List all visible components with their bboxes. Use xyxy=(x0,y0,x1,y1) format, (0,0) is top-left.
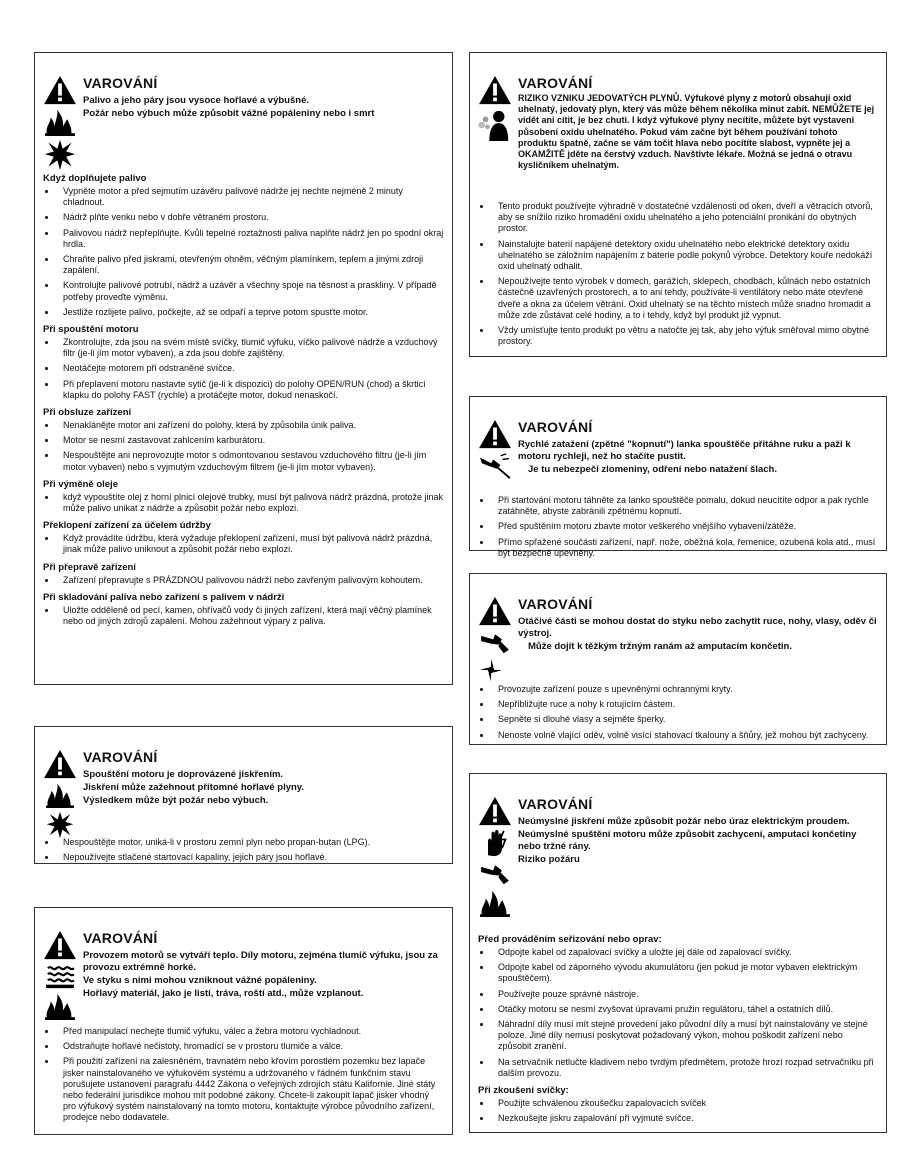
warning-headline: Riziko požáru xyxy=(518,854,580,865)
explosion-icon xyxy=(43,139,77,171)
list-item: • Otáčky motoru se nesmí zvyšovat úpravami pružin regulátoru, táhel a ostatních dílů. xyxy=(492,1004,878,1015)
section-title: Když doplňujete palivo xyxy=(43,173,147,184)
list-item: • Nespouštějte ani neprovozujte motor s odmontovanou sestavou vzduchového filtru (je-li jím motor vybaven) nebo s vyjmutým vzduchovým filtrem (je-li jím motor vybaven). xyxy=(57,450,444,472)
list-item: • Nespouštějte motor, uniká-li v prostoru zemní plyn nebo propan-butan (LPG). xyxy=(57,837,444,848)
warning-header xyxy=(478,419,878,495)
fire-icon xyxy=(43,108,77,136)
warning-triangle-icon xyxy=(478,596,512,626)
warning-headline: Palivo a jeho páry jsou vysoce hořlavé a výbušné. xyxy=(83,95,309,106)
bullet-list xyxy=(43,1026,444,1124)
warning-headline: Hořlavý materiál, jako je listí, tráva, roští atd., může vzplanout. xyxy=(83,988,364,999)
hand-entanglement-icon xyxy=(478,629,512,655)
list-item: • Sepněte si dlouhé vlasy a sejměte šperky. xyxy=(492,714,878,725)
warning-header xyxy=(43,75,444,167)
list-item: • Nainstalujte baterií napájené detektory oxidu uhelnatého nebo elektrické detektory oxidu uhelnatého se záložním napájením z baterie podle pokynů výrobce. Detektory kouře nedokáží oxid uhelnatý odhalit. xyxy=(492,239,878,273)
electric-shock-icon xyxy=(478,829,512,857)
list-item: • Provozujte zařízení pouze s upevněnými ochrannými kryty. xyxy=(492,684,878,695)
list-item: • Když provádíte údržbu, která vyžaduje překlopení zařízení, musí být palivová nádrž prázdná, jinak může palivo uniknout a způsobit požár nebo explozi. xyxy=(57,533,444,555)
warning-headline: Jiskření může zažehnout přítomné hořlavé plyny. xyxy=(83,782,305,793)
warning-triangle-icon xyxy=(478,75,512,105)
warning-triangle-icon xyxy=(43,749,77,779)
warning-box-heat xyxy=(34,907,453,1135)
list-item: • Odpojte kabel od záporného vývodu akumulátoru (jen pokud je motor vybaven elektrickým spouštěčem). xyxy=(492,962,878,984)
warning-triangle-icon xyxy=(478,419,512,449)
warning-headline: Neúmyslné jiskření může způsobit požár nebo úraz elektrickým proudem. xyxy=(518,816,850,827)
section-title: Při přepravě zařízení xyxy=(43,561,136,573)
list-item: • Při startování motoru táhněte za lanko spouštěče pomalu, dokud neucítíte odpor a pak rychle zatáhněte, abyste zabránili zpětnému kopnutí. xyxy=(492,495,878,517)
bullet-list xyxy=(478,684,878,741)
bullet-list xyxy=(478,1098,878,1124)
list-item: • Neotáčejte motorem při odstraněné svíčce. xyxy=(57,363,444,374)
warning-title: VAROVÁNÍ xyxy=(518,796,593,812)
bullet-list xyxy=(43,575,444,586)
warning-header xyxy=(43,930,444,1026)
list-item: • Zařízení přepravujte s PRÁZDNOU palivovou nádrží nebo zavřeným palivovým kohoutem. xyxy=(57,575,444,586)
warning-triangle-icon xyxy=(43,930,77,960)
bullet-list xyxy=(43,605,444,627)
list-item: • Kontrolujte palivové potrubí, nádrž a uzávěr a všechny spoje na těsnost a praskliny. V případě potřeby proveďte výměnu. xyxy=(57,280,444,302)
list-item: • Vypněte motor a před sejmutím uzávěru palivové nádrže jej nechte nejméně 2 minuty chladnout. xyxy=(57,186,444,208)
list-item: • Tento produkt používejte výhradně v dostatečné vzdálenosti od oken, dveří a větracích otvorů, aby se snížilo riziko hromadění oxidu uhelnatého a jeho potenciální pronikání do obytných prostor. xyxy=(492,201,878,235)
bullet-list xyxy=(43,533,444,555)
section-title: Při zkoušení svíčky: xyxy=(478,1085,569,1097)
warning-headline: Výsledkem může být požár nebo výbuch. xyxy=(83,795,269,806)
warning-box-carbon-monoxide xyxy=(469,52,887,357)
list-item: • Jestliže rozlijete palivo, počkejte, až se odpaří a teprve potom spusťte motor. xyxy=(57,307,444,318)
list-item: • Při použití zařízení na zalesněném, travnatém nebo křovím porostlém pozemku bez lapače jisker nainstalovaného ve výfukovém systému a udržovaného v řádném funkčním stavu porušujete ustanovení paragrafu 4442 Zákona o veřejných zdrojích státu Kalifornie. Jiné státy nebo federální jurisdikce mohou mít podobné zákony. Chcete-li zakoupit lapač jisker vhodný pro výfukový systém nainstalovaný na tomto motoru, kontaktujte výrobce původního zařízení, prodejce nebo dodavatele. xyxy=(57,1056,444,1123)
list-item: • Použijte schválenou zkoušečku zapalovacích svíček xyxy=(492,1098,878,1109)
rotating-blade-icon xyxy=(478,658,504,682)
warning-box-rotating-parts xyxy=(469,573,887,745)
hand-entanglement-icon xyxy=(478,860,512,886)
warning-title: VAROVÁNÍ xyxy=(518,75,593,91)
list-item: • Nezkoušejte jiskru zapalování při vyjmuté svíčce. xyxy=(492,1113,878,1124)
list-item: • Nepoužívejte tento výrobek v domech, garážích, sklepech, chodbách, kůlnách nebo ostatních částečně uzavřených prostorech, a to ani tehdy, používáte-li ventilátory nebo máte otevřené dveře a okna za účelem větrání. Oxid uhelnatý se na těchto místech může snadno hromadit a může zde zůstávat celé hodiny, a to i tehdy, když byl produkt již vypnut. xyxy=(492,276,878,321)
bullet-list xyxy=(478,947,878,1079)
section-title: Při spouštění motoru xyxy=(43,324,139,336)
list-item: • Odstraňujte hořlavé nečistoty, hromadící se v prostoru tlumiče a válce. xyxy=(57,1041,444,1052)
warning-headline: Otáčivé části se mohou dostat do styku nebo zachytit ruce, nohy, vlasy, oděv či výstroj. xyxy=(518,616,877,639)
warning-header xyxy=(478,75,878,195)
bullet-list xyxy=(43,186,444,318)
list-item: • Nepřibližujte ruce a nohy k rotujícím částem. xyxy=(492,699,878,710)
warning-title: VAROVÁNÍ xyxy=(518,596,593,612)
warning-headline: Ve styku s nimi mohou vzniknout vážné popáleniny. xyxy=(83,975,317,986)
bullet-list xyxy=(43,420,444,473)
warning-headline: RIZIKO VZNIKU JEDOVATÝCH PLYNŮ. Výfukové plyny z motorů obsahují oxid uhelnatý, jedovatý plyn, který vás může během několika minut zabít. NEMŮŽETE jej vidět ani cítit, je bez chuti. I když výfukové plyny necítíte, můžete být vystaveni působení oxidu uhelnatého. Pokud vám začne být během používání tohoto produktu špatně, začne se vám točit hlava nebo pocítíte slabost, vypněte jej a OKAMŽITĚ jděte na čerstvý vzduch. Navštivte lékaře. Možná se jedná o otravu kysličníkem uhelnatým. xyxy=(518,93,875,171)
list-item: • Nádrž plňte venku nebo v dobře větraném prostoru. xyxy=(57,212,444,223)
section-title: Při výměně oleje xyxy=(43,478,118,490)
warning-header xyxy=(478,596,878,684)
bullet-list xyxy=(43,837,444,863)
list-item: • Nenaklánějte motor ani zařízení do polohy, která by způsobila únik paliva. xyxy=(57,420,444,431)
list-item: • Při přeplavení motoru nastavte sytič (je-li k dispozici) do polohy OPEN/RUN (chod) a škrticí klapku do polohy FAST (rychle) a protáčejte motor, dokud nenaskočí. xyxy=(57,379,444,401)
warning-triangle-icon xyxy=(478,796,512,826)
warning-title: VAROVÁNÍ xyxy=(83,930,158,946)
warning-triangle-icon xyxy=(43,75,77,105)
warning-headline: Provozem motorů se vytváří teplo. Díly motoru, zejména tlumič výfuku, jsou za provozu extrémně horké. xyxy=(83,950,438,973)
fire-icon xyxy=(43,782,77,808)
list-item: • Náhradní díly musí mít stejné provedení jako původní díly a musí být nainstalovány ve stejné poloze. Jiné díly nemusí poskytovat požadovaný výkon, mohou poškodit zařízení nebo způsobit zranění. xyxy=(492,1019,878,1053)
list-item: • Motor se nesmí zastavovat zahlcením karburátoru. xyxy=(57,435,444,446)
section-title: Před prováděním seřizování nebo oprav: xyxy=(478,934,662,945)
warning-headline: Neúmyslné spuštění motoru může způsobit zachycení, amputaci končetiny nebo tržné rány. xyxy=(518,829,857,852)
list-item: • Chraňte palivo před jiskrami, otevřeným ohněm, věčným plamínkem, teplem a jinými zdroji zapálení. xyxy=(57,254,444,276)
warning-headline: Je tu nebezpečí zlomeniny, odření nebo natažení šlach. xyxy=(528,464,777,475)
list-item: • Před manipulací nechejte tlumič výfuku, válec a žebra motoru vychladnout. xyxy=(57,1026,444,1037)
list-item: • když vypouštíte olej z horní plnicí olejové trubky, musí být palivová nádrž prázdná, protože jinak může palivo unikat z nádrže a způsobit požár nebo explozi. xyxy=(57,492,444,514)
list-item: • Palivovou nádrž nepřeplňujte. Kvůli tepelné roztažnosti paliva naplňte nádrž jen po spodní okraj hrdla. xyxy=(57,228,444,250)
warning-box-fuel xyxy=(34,52,453,685)
warning-box-recoil xyxy=(469,396,887,558)
warning-title: VAROVÁNÍ xyxy=(83,75,158,91)
list-item: • Používejte pouze správné nástroje. xyxy=(492,989,878,1000)
section-title: Při obsluze zařízení xyxy=(43,407,132,419)
bullet-list xyxy=(43,492,444,514)
hot-surface-icon xyxy=(43,963,77,989)
list-item: • Odpojte kabel od zapalovací svíčky a uložte jej dále od zapalovací svíčky. xyxy=(492,947,878,958)
explosion-icon xyxy=(43,811,77,839)
bullet-list xyxy=(478,495,878,559)
warning-headline: Spouštění motoru je doprovázené jiskřením. xyxy=(83,769,284,780)
fire-icon xyxy=(43,992,77,1020)
bullet-list xyxy=(43,337,444,401)
recoil-kickback-icon xyxy=(478,452,512,480)
warning-headline: Rychlé zatažení (zpětné "kopnutí") lanka spouštěče přitáhne ruku a paži k motoru rychleji, než ho stačíte pustit. xyxy=(518,439,851,462)
toxic-gas-person-icon xyxy=(478,108,512,142)
warning-headline: Požár nebo výbuch může způsobit vážné popáleniny nebo i smrt xyxy=(83,108,375,119)
warning-header xyxy=(478,796,878,928)
warning-title: VAROVÁNÍ xyxy=(83,749,158,765)
bullet-list xyxy=(478,201,878,347)
warning-title: VAROVÁNÍ xyxy=(518,419,593,435)
warning-box-service xyxy=(469,773,887,1133)
warning-box-spark xyxy=(34,726,453,864)
fire-icon xyxy=(478,889,512,917)
list-item: • Uložte odděleně od pecí, kamen, ohřívačů vody či jiných zařízení, která mají věčný plamínek nebo od jiných zdrojů zapálení. Mohou zažehnout výpary z paliva. xyxy=(57,605,444,627)
list-item: • Před spuštěním motoru zbavte motor veškerého vnějšího vybavení/zátěže. xyxy=(492,521,878,532)
warning-headline: Může dojít k těžkým tržným ranám až amputacím končetin. xyxy=(528,641,792,652)
list-item: • Zkontrolujte, zda jsou na svém místě svíčky, tlumič výfuku, víčko palivové nádrže a vzduchový filtr (je-li jím motor vybaven), a zda jsou dobře zajištěny. xyxy=(57,337,444,359)
list-item: • Nenoste volně vlající oděv, volně visící stahovací tkalouny a šňůry, jež mohou být zachyceny. xyxy=(492,730,878,741)
list-item: • Vždy umísťujte tento produkt po větru a natočte jej tak, aby jeho výfuk směřoval mimo obytné prostory. xyxy=(492,325,878,347)
warning-header xyxy=(43,749,444,829)
list-item: • Na setrvačník netlučte kladivem nebo tvrdým předmětem, protože hrozí rozpad setrvačníku při dalším provozu. xyxy=(492,1057,878,1079)
list-item: • Přímo spřažené součásti zařízení, např. nože, oběžná kola, řemenice, ozubená kola atd., musí být bezpečně upevněny. xyxy=(492,537,878,559)
section-title: Při skladování paliva nebo zařízení s palivem v nádrži xyxy=(43,591,285,603)
section-title: Překlopení zařízení za účelem údržby xyxy=(43,520,211,532)
list-item: • Nepoužívejte stlačené startovací kapaliny, jejich páry jsou hořlavé. xyxy=(57,852,444,863)
